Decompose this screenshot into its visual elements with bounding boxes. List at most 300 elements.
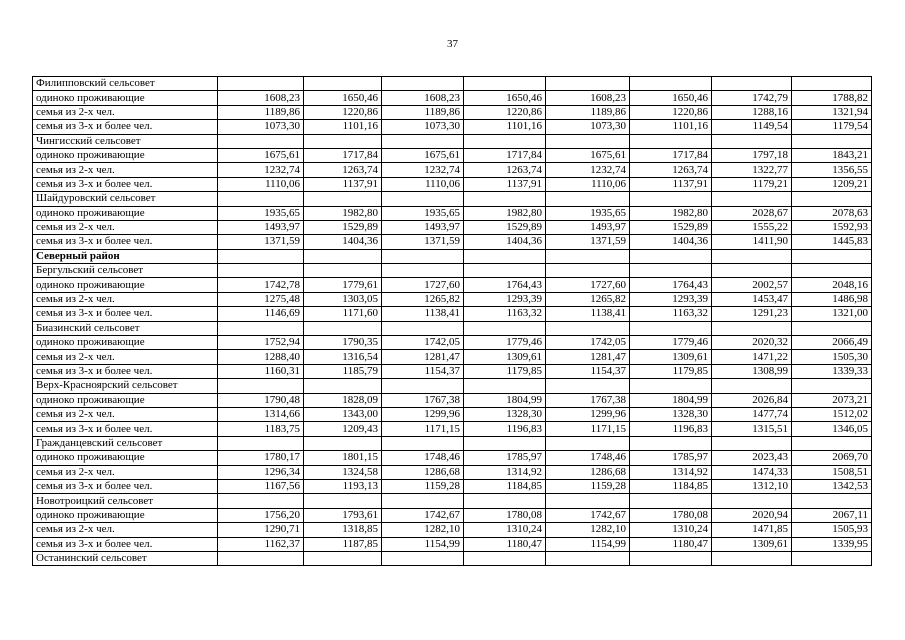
- value-cell: 1137,91: [630, 177, 712, 191]
- value-cell: 1101,16: [630, 120, 712, 134]
- value-cell: 1187,85: [304, 537, 382, 551]
- value-cell: 1180,47: [630, 537, 712, 551]
- value-cell: 1767,38: [546, 393, 630, 407]
- value-cell: [546, 264, 630, 278]
- value-cell: 1296,34: [218, 465, 304, 479]
- value-cell: [382, 249, 464, 263]
- value-cell: 1512,02: [792, 407, 872, 421]
- value-cell: 1154,99: [382, 537, 464, 551]
- value-cell: 1608,23: [382, 91, 464, 105]
- row-label: семья из 2-х чел.: [33, 350, 218, 364]
- value-cell: [546, 551, 630, 565]
- value-cell: 1321,00: [792, 307, 872, 321]
- value-cell: 1282,10: [546, 523, 630, 537]
- row-label: семья из 2-х чел.: [33, 407, 218, 421]
- value-cell: 2002,57: [712, 278, 792, 292]
- value-cell: [464, 379, 546, 393]
- value-cell: 1310,24: [464, 523, 546, 537]
- value-cell: 1149,54: [712, 120, 792, 134]
- value-cell: 1508,51: [792, 465, 872, 479]
- value-cell: 1263,74: [304, 163, 382, 177]
- row-label: семья из 2-х чел.: [33, 523, 218, 537]
- table-row: [33, 465, 872, 479]
- value-cell: 1162,37: [218, 537, 304, 551]
- value-cell: 1328,30: [464, 407, 546, 421]
- section-row: [33, 77, 872, 91]
- row-label: семья из 3-х и более чел.: [33, 235, 218, 249]
- table-row: [33, 307, 872, 321]
- value-cell: 1299,96: [546, 407, 630, 421]
- district-row: [33, 249, 872, 263]
- value-cell: 1780,08: [464, 508, 546, 522]
- value-cell: [630, 494, 712, 508]
- section-row: [33, 264, 872, 278]
- value-cell: 1163,32: [630, 307, 712, 321]
- value-cell: [630, 436, 712, 450]
- value-cell: [464, 192, 546, 206]
- value-cell: [792, 264, 872, 278]
- row-label: одиноко проживающие: [33, 206, 218, 220]
- table-row: [33, 105, 872, 119]
- value-cell: 1717,84: [464, 148, 546, 162]
- row-label: семья из 3-х и более чел.: [33, 479, 218, 493]
- value-cell: 1675,61: [382, 148, 464, 162]
- value-cell: 1982,80: [304, 206, 382, 220]
- value-cell: [464, 134, 546, 148]
- value-cell: 1159,28: [546, 479, 630, 493]
- value-cell: 1185,79: [304, 364, 382, 378]
- value-cell: 1154,37: [546, 364, 630, 378]
- value-cell: 1717,84: [304, 148, 382, 162]
- value-cell: 1371,59: [382, 235, 464, 249]
- value-cell: [218, 494, 304, 508]
- value-cell: [630, 77, 712, 91]
- table-row: [33, 235, 872, 249]
- value-cell: 1312,10: [712, 479, 792, 493]
- value-cell: 1184,85: [630, 479, 712, 493]
- row-label: Биазинский сельсовет: [33, 321, 218, 335]
- value-cell: [218, 321, 304, 335]
- value-cell: 1717,84: [630, 148, 712, 162]
- value-cell: [304, 77, 382, 91]
- value-cell: 1322,77: [712, 163, 792, 177]
- value-cell: [218, 134, 304, 148]
- value-cell: [304, 436, 382, 450]
- row-label: одиноко проживающие: [33, 148, 218, 162]
- row-label: семья из 2-х чел.: [33, 105, 218, 119]
- table-row: [33, 336, 872, 350]
- value-cell: 2023,43: [712, 451, 792, 465]
- value-cell: [546, 379, 630, 393]
- page-number: 37: [447, 38, 458, 50]
- value-cell: 1310,24: [630, 523, 712, 537]
- section-row: [33, 551, 872, 565]
- value-cell: [546, 321, 630, 335]
- value-cell: 1220,86: [630, 105, 712, 119]
- value-cell: 1110,06: [218, 177, 304, 191]
- value-cell: 1935,65: [546, 206, 630, 220]
- value-cell: 1138,41: [382, 307, 464, 321]
- value-cell: 2028,67: [712, 206, 792, 220]
- table-body: [33, 77, 872, 566]
- value-cell: 1742,05: [382, 336, 464, 350]
- value-cell: 1265,82: [546, 292, 630, 306]
- row-label: семья из 2-х чел.: [33, 220, 218, 234]
- value-cell: 1742,67: [382, 508, 464, 522]
- value-cell: [630, 192, 712, 206]
- section-row: [33, 436, 872, 450]
- value-cell: [382, 192, 464, 206]
- value-cell: [792, 551, 872, 565]
- value-cell: [464, 321, 546, 335]
- value-cell: [546, 134, 630, 148]
- value-cell: 1982,80: [464, 206, 546, 220]
- value-cell: 1179,54: [792, 120, 872, 134]
- value-cell: [712, 249, 792, 263]
- value-cell: 1209,21: [792, 177, 872, 191]
- value-cell: 1505,93: [792, 523, 872, 537]
- value-cell: 1982,80: [630, 206, 712, 220]
- value-cell: 1232,74: [382, 163, 464, 177]
- value-cell: 1404,36: [630, 235, 712, 249]
- value-cell: 1209,43: [304, 422, 382, 436]
- value-cell: 1146,69: [218, 307, 304, 321]
- value-cell: 1110,06: [382, 177, 464, 191]
- value-cell: 1339,33: [792, 364, 872, 378]
- row-label: одиноко проживающие: [33, 508, 218, 522]
- value-cell: 1742,67: [546, 508, 630, 522]
- table-row: [33, 220, 872, 234]
- value-cell: [546, 249, 630, 263]
- value-cell: 1404,36: [304, 235, 382, 249]
- row-label: семья из 2-х чел.: [33, 292, 218, 306]
- value-cell: 1288,16: [712, 105, 792, 119]
- value-cell: 1167,56: [218, 479, 304, 493]
- value-cell: 1727,60: [382, 278, 464, 292]
- value-cell: [792, 249, 872, 263]
- value-cell: 1505,30: [792, 350, 872, 364]
- value-cell: [382, 77, 464, 91]
- value-cell: 1785,97: [630, 451, 712, 465]
- value-cell: 1316,54: [304, 350, 382, 364]
- value-cell: 1797,18: [712, 148, 792, 162]
- value-cell: [382, 321, 464, 335]
- value-cell: 1073,30: [218, 120, 304, 134]
- value-cell: 1790,48: [218, 393, 304, 407]
- row-label: Чингисский сельсовет: [33, 134, 218, 148]
- value-cell: [304, 494, 382, 508]
- value-cell: [792, 77, 872, 91]
- value-cell: [304, 249, 382, 263]
- value-cell: [712, 436, 792, 450]
- value-cell: 1356,55: [792, 163, 872, 177]
- value-cell: 1275,48: [218, 292, 304, 306]
- value-cell: 1608,23: [218, 91, 304, 105]
- section-row: [33, 134, 872, 148]
- value-cell: [712, 264, 792, 278]
- value-cell: 1220,86: [464, 105, 546, 119]
- value-cell: [792, 436, 872, 450]
- table-row: [33, 350, 872, 364]
- value-cell: 1232,74: [546, 163, 630, 177]
- table-row: [33, 120, 872, 134]
- value-cell: 2067,11: [792, 508, 872, 522]
- value-cell: 1592,93: [792, 220, 872, 234]
- value-cell: [218, 77, 304, 91]
- value-cell: 1159,28: [382, 479, 464, 493]
- value-cell: 1263,74: [464, 163, 546, 177]
- value-cell: 1137,91: [464, 177, 546, 191]
- value-cell: [712, 321, 792, 335]
- value-cell: [546, 192, 630, 206]
- value-cell: 2069,70: [792, 451, 872, 465]
- value-cell: 1110,06: [546, 177, 630, 191]
- value-cell: 1453,47: [712, 292, 792, 306]
- row-label: семья из 3-х и более чел.: [33, 120, 218, 134]
- value-cell: 1790,35: [304, 336, 382, 350]
- row-label: семья из 3-х и более чел.: [33, 364, 218, 378]
- value-cell: [630, 551, 712, 565]
- value-cell: 1371,59: [218, 235, 304, 249]
- value-cell: 1193,13: [304, 479, 382, 493]
- row-label: одиноко проживающие: [33, 451, 218, 465]
- value-cell: 1471,85: [712, 523, 792, 537]
- value-cell: [464, 249, 546, 263]
- value-cell: 1314,66: [218, 407, 304, 421]
- value-cell: 1752,94: [218, 336, 304, 350]
- value-cell: 1299,96: [382, 407, 464, 421]
- value-cell: [382, 134, 464, 148]
- value-cell: 1265,82: [382, 292, 464, 306]
- tariff-table: [32, 76, 872, 566]
- value-cell: [304, 264, 382, 278]
- value-cell: 1314,92: [464, 465, 546, 479]
- row-label: семья из 3-х и более чел.: [33, 422, 218, 436]
- value-cell: 1293,39: [464, 292, 546, 306]
- value-cell: 1282,10: [382, 523, 464, 537]
- value-cell: [464, 436, 546, 450]
- value-cell: 1371,59: [546, 235, 630, 249]
- value-cell: 1675,61: [218, 148, 304, 162]
- value-cell: 1650,46: [630, 91, 712, 105]
- value-cell: 1324,58: [304, 465, 382, 479]
- value-cell: [792, 494, 872, 508]
- value-cell: 1286,68: [382, 465, 464, 479]
- value-cell: 1263,74: [630, 163, 712, 177]
- row-label: семья из 2-х чел.: [33, 465, 218, 479]
- value-cell: 1189,86: [382, 105, 464, 119]
- value-cell: 1180,47: [464, 537, 546, 551]
- value-cell: [630, 134, 712, 148]
- value-cell: 1779,46: [464, 336, 546, 350]
- value-cell: [546, 494, 630, 508]
- row-label: Останинский сельсовет: [33, 551, 218, 565]
- value-cell: 1189,86: [546, 105, 630, 119]
- value-cell: 1309,61: [712, 537, 792, 551]
- value-cell: [218, 192, 304, 206]
- value-cell: 1293,39: [630, 292, 712, 306]
- value-cell: 1281,47: [546, 350, 630, 364]
- value-cell: [464, 494, 546, 508]
- value-cell: [218, 436, 304, 450]
- value-cell: [712, 192, 792, 206]
- row-label: Шайдуровский сельсовет: [33, 192, 218, 206]
- value-cell: 1529,89: [630, 220, 712, 234]
- table-row: [33, 407, 872, 421]
- value-cell: [464, 77, 546, 91]
- table-row: [33, 278, 872, 292]
- row-label: Филипповский сельсовет: [33, 77, 218, 91]
- section-row: [33, 494, 872, 508]
- table-row: [33, 479, 872, 493]
- value-cell: 1314,92: [630, 465, 712, 479]
- table-row: [33, 163, 872, 177]
- row-label: семья из 2-х чел.: [33, 163, 218, 177]
- value-cell: 1315,51: [712, 422, 792, 436]
- value-cell: [382, 494, 464, 508]
- value-cell: 1767,38: [382, 393, 464, 407]
- value-cell: 1309,61: [464, 350, 546, 364]
- table-row: [33, 523, 872, 537]
- value-cell: 1163,32: [464, 307, 546, 321]
- value-cell: 1291,23: [712, 307, 792, 321]
- table-row: [33, 422, 872, 436]
- value-cell: 1328,30: [630, 407, 712, 421]
- value-cell: 1179,85: [630, 364, 712, 378]
- value-cell: [712, 494, 792, 508]
- row-label: Северный район: [33, 249, 218, 263]
- table-row: [33, 148, 872, 162]
- value-cell: 1184,85: [464, 479, 546, 493]
- value-cell: 2020,94: [712, 508, 792, 522]
- value-cell: 1675,61: [546, 148, 630, 162]
- value-cell: 1138,41: [546, 307, 630, 321]
- value-cell: 1804,99: [464, 393, 546, 407]
- value-cell: 1529,89: [464, 220, 546, 234]
- value-cell: 1154,99: [546, 537, 630, 551]
- table-row: [33, 508, 872, 522]
- value-cell: 2073,21: [792, 393, 872, 407]
- value-cell: [382, 264, 464, 278]
- value-cell: 2066,49: [792, 336, 872, 350]
- value-cell: 1935,65: [382, 206, 464, 220]
- value-cell: 1748,46: [546, 451, 630, 465]
- value-cell: 1101,16: [464, 120, 546, 134]
- table-row: [33, 177, 872, 191]
- value-cell: [712, 77, 792, 91]
- value-cell: 1650,46: [304, 91, 382, 105]
- value-cell: 1171,15: [546, 422, 630, 436]
- value-cell: 1290,71: [218, 523, 304, 537]
- value-cell: 1220,86: [304, 105, 382, 119]
- value-cell: 1196,83: [630, 422, 712, 436]
- value-cell: 1764,43: [630, 278, 712, 292]
- value-cell: 1160,31: [218, 364, 304, 378]
- value-cell: 1828,09: [304, 393, 382, 407]
- value-cell: 1493,97: [546, 220, 630, 234]
- value-cell: 2078,63: [792, 206, 872, 220]
- value-cell: 1785,97: [464, 451, 546, 465]
- section-row: [33, 192, 872, 206]
- table-row: [33, 364, 872, 378]
- row-label: Бергульский сельсовет: [33, 264, 218, 278]
- value-cell: 1608,23: [546, 91, 630, 105]
- section-row: [33, 321, 872, 335]
- value-cell: 2020,32: [712, 336, 792, 350]
- value-cell: 1342,53: [792, 479, 872, 493]
- value-cell: 1404,36: [464, 235, 546, 249]
- value-cell: [382, 436, 464, 450]
- value-cell: 1281,47: [382, 350, 464, 364]
- value-cell: [218, 249, 304, 263]
- value-cell: 1788,82: [792, 91, 872, 105]
- table-row: [33, 451, 872, 465]
- value-cell: 1779,46: [630, 336, 712, 350]
- row-label: Гражданцевский сельсовет: [33, 436, 218, 450]
- row-label: Верх-Красноярский сельсовет: [33, 379, 218, 393]
- value-cell: [630, 249, 712, 263]
- value-cell: [792, 321, 872, 335]
- value-cell: [304, 379, 382, 393]
- value-cell: 1529,89: [304, 220, 382, 234]
- value-cell: 1650,46: [464, 91, 546, 105]
- value-cell: [546, 436, 630, 450]
- value-cell: 1309,61: [630, 350, 712, 364]
- value-cell: [712, 134, 792, 148]
- value-cell: 1477,74: [712, 407, 792, 421]
- value-cell: 1288,40: [218, 350, 304, 364]
- value-cell: [304, 551, 382, 565]
- table-row: [33, 393, 872, 407]
- value-cell: 1493,97: [218, 220, 304, 234]
- value-cell: 1101,16: [304, 120, 382, 134]
- table-row: [33, 206, 872, 220]
- row-label: одиноко проживающие: [33, 278, 218, 292]
- value-cell: [546, 77, 630, 91]
- value-cell: 1935,65: [218, 206, 304, 220]
- value-cell: 1179,85: [464, 364, 546, 378]
- value-cell: 2026,84: [712, 393, 792, 407]
- row-label: одиноко проживающие: [33, 91, 218, 105]
- value-cell: 1742,78: [218, 278, 304, 292]
- table-row: [33, 292, 872, 306]
- value-cell: 1486,98: [792, 292, 872, 306]
- value-cell: 1179,21: [712, 177, 792, 191]
- value-cell: 1801,15: [304, 451, 382, 465]
- value-cell: 1196,83: [464, 422, 546, 436]
- table-row: [33, 537, 872, 551]
- value-cell: 2048,16: [792, 278, 872, 292]
- value-cell: [218, 264, 304, 278]
- value-cell: 1445,83: [792, 235, 872, 249]
- value-cell: [792, 192, 872, 206]
- value-cell: 1171,15: [382, 422, 464, 436]
- value-cell: 1742,79: [712, 91, 792, 105]
- value-cell: [304, 134, 382, 148]
- value-cell: 1073,30: [382, 120, 464, 134]
- value-cell: [382, 379, 464, 393]
- value-cell: [712, 551, 792, 565]
- value-cell: 1346,05: [792, 422, 872, 436]
- value-cell: 1474,33: [712, 465, 792, 479]
- value-cell: 1748,46: [382, 451, 464, 465]
- value-cell: 1189,86: [218, 105, 304, 119]
- value-cell: [630, 321, 712, 335]
- value-cell: 1154,37: [382, 364, 464, 378]
- value-cell: 1779,61: [304, 278, 382, 292]
- value-cell: 1780,17: [218, 451, 304, 465]
- value-cell: [304, 321, 382, 335]
